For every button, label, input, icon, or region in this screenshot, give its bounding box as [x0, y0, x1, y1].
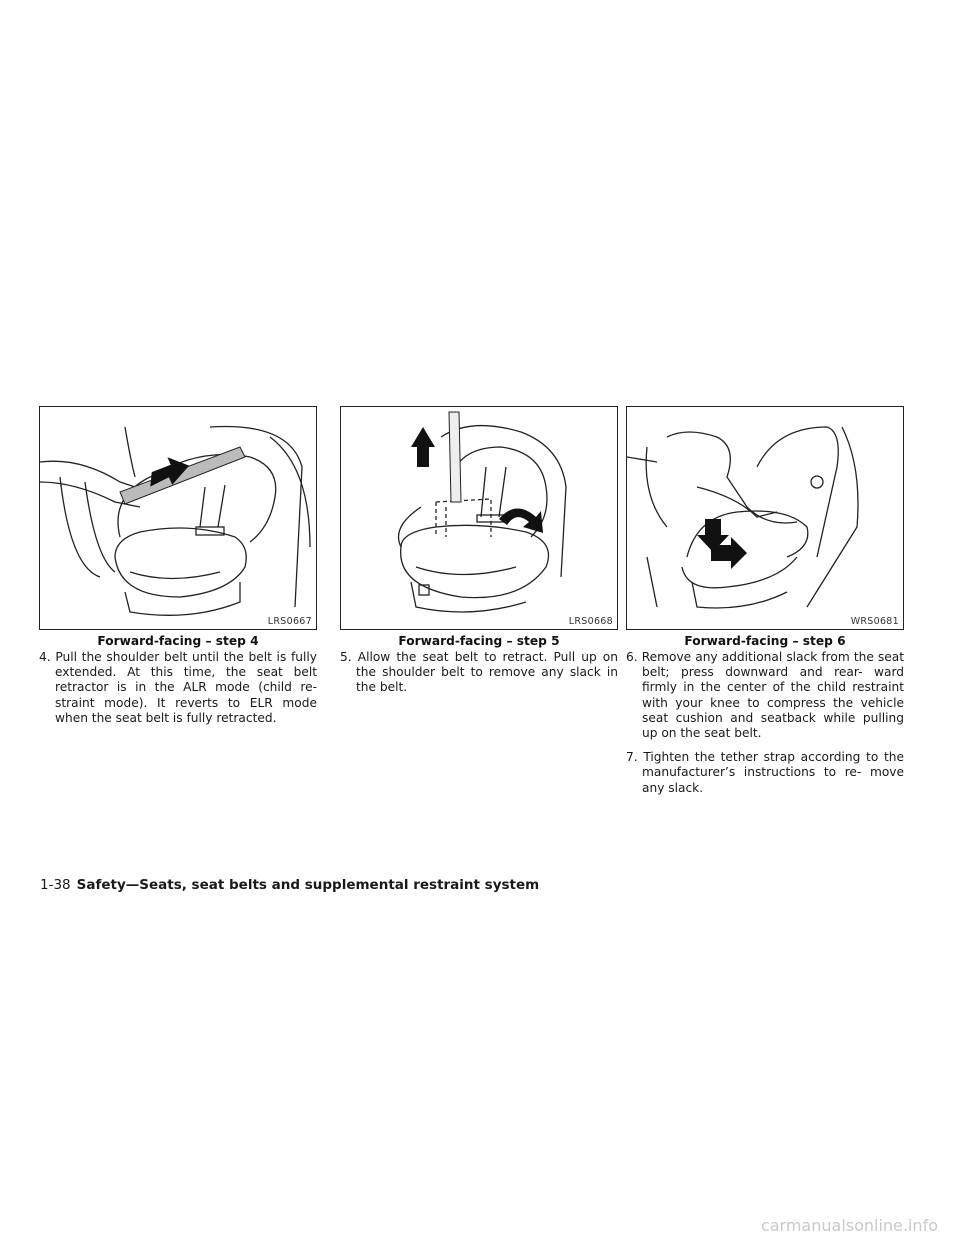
figure-caption: Forward-facing – step 4: [97, 634, 259, 648]
illustration-step-5: [340, 406, 618, 630]
illustration-step-4: [39, 406, 317, 630]
figure-code: WRS0681: [850, 616, 899, 627]
child-seat-compress-illustration: [627, 407, 903, 629]
figure-caption: Forward-facing – step 5: [398, 634, 560, 648]
page-footer: [40, 877, 539, 893]
figure-block-step-5: [340, 406, 618, 696]
figure-code: LRS0668: [568, 616, 613, 627]
child-seat-belt-retract-illustration: [341, 407, 617, 629]
step-6-text: 6. Remove any additional slack from the seat belt; press downward and rear- ward firmly in the center of the child restraint with your knee to compress the vehicle seat cushion and seatback while pulling up on the seat belt.: [626, 650, 904, 741]
step-4-text: 4. Pull the shoulder belt until the belt is fully extended. At this time, the seat belt retractor is in the ALR mode (child re- straint mode). It reverts to ELR mode when the seat belt is fully retracted.: [39, 650, 317, 725]
watermark: carmanualsonline.info: [760, 1216, 938, 1235]
page-number: 1-38: [40, 877, 71, 893]
step-7-text: 7. Tighten the tether strap according to the manufacturer’s instructions to re- move any slack.: [626, 750, 904, 795]
illustration-step-6: [626, 406, 904, 630]
step-5-text: 5. Allow the seat belt to retract. Pull up on the shoulder belt to remove any slack in the belt.: [340, 650, 618, 695]
figure-caption: Forward-facing – step 6: [684, 634, 846, 648]
child-seat-shoulder-belt-illustration: [40, 407, 316, 629]
figure-block-step-6: [626, 406, 904, 796]
section-title: Safety—Seats, seat belts and supplemental restraint system: [76, 877, 540, 893]
figure-code: LRS0667: [267, 616, 312, 627]
figure-block-step-4: [39, 406, 317, 726]
